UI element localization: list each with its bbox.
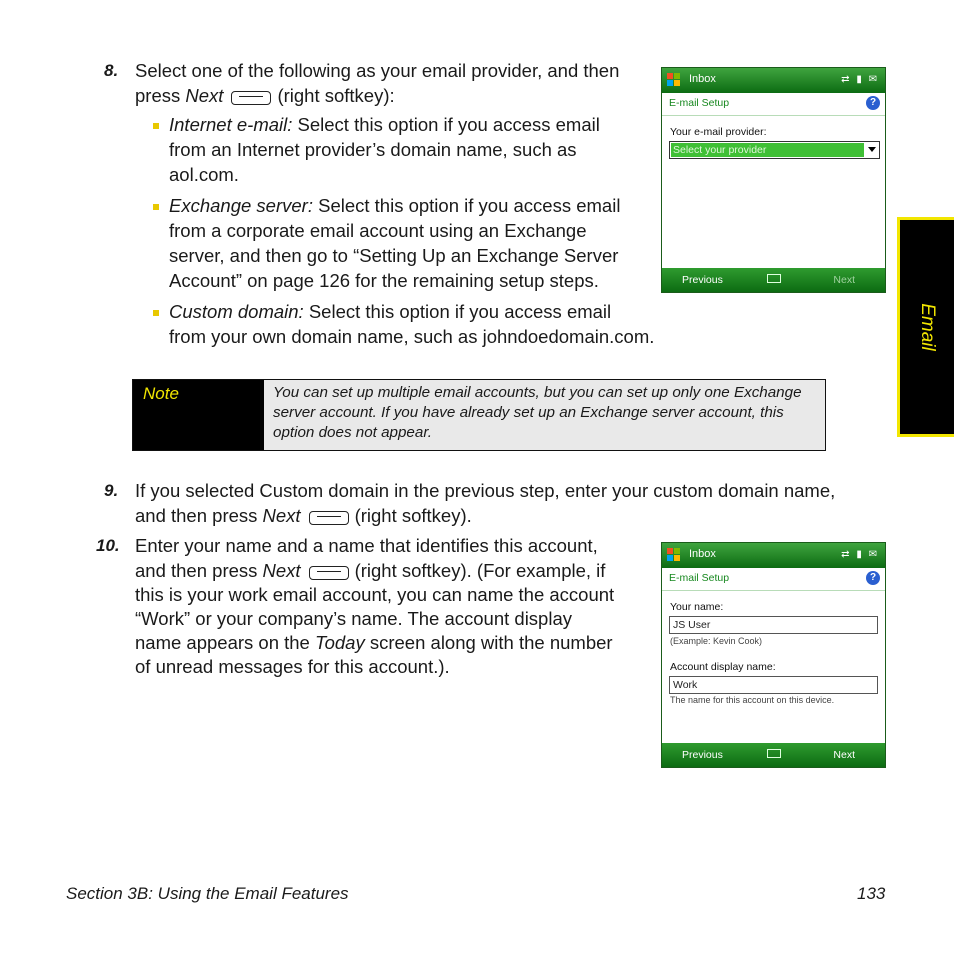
step-8-press: press bbox=[135, 85, 186, 106]
step-10-press: and then press bbox=[135, 560, 263, 581]
keyboard-icon[interactable] bbox=[767, 274, 781, 283]
your-name-input[interactable]: JS User bbox=[669, 616, 878, 634]
next-softkey[interactable]: Next bbox=[833, 749, 855, 761]
status-icons: ⇄ ▮ ✉ bbox=[841, 74, 879, 85]
note-box bbox=[132, 379, 826, 451]
phone-title-bar bbox=[662, 543, 885, 568]
step-8-softkey-note: (right softkey): bbox=[277, 85, 395, 106]
step-10-line5 bbox=[135, 631, 613, 656]
option-exchange-line2: from a corporate email account using an Exchange bbox=[169, 220, 587, 241]
option-custom-name: Custom domain: bbox=[169, 301, 304, 322]
option-exchange-desc: Select this option if you access email bbox=[312, 195, 621, 216]
screenshot-email-provider bbox=[661, 67, 886, 293]
windows-logo-icon bbox=[667, 548, 681, 562]
step-10-line4: “Work” or your company’s name. The account display bbox=[135, 608, 572, 629]
option-exchange-line1 bbox=[169, 194, 620, 219]
step-10-line3: this is your work email account, you can name the account bbox=[135, 584, 615, 605]
dropdown-arrow-icon bbox=[868, 147, 876, 152]
display-name-label: Account display name: bbox=[670, 661, 776, 673]
phone-title: Inbox bbox=[689, 548, 716, 560]
note-label-panel bbox=[133, 380, 264, 450]
next-softkey[interactable]: Next bbox=[833, 274, 855, 286]
display-name-input[interactable]: Work bbox=[669, 676, 878, 694]
option-custom-line1 bbox=[169, 300, 611, 325]
softkey-icon bbox=[309, 566, 349, 580]
step-8-next: Next bbox=[185, 85, 224, 106]
phone-title-bar bbox=[662, 68, 885, 93]
screenshot-account-name bbox=[661, 542, 886, 768]
phone-subtitle-bar bbox=[662, 568, 885, 591]
option-custom-line2: from your own domain name, such as johndoedomain.com. bbox=[169, 326, 655, 347]
option-internet-line1 bbox=[169, 113, 600, 138]
step-8-line2 bbox=[135, 84, 395, 109]
phone-softkey-bar bbox=[662, 268, 885, 292]
phone-title: Inbox bbox=[689, 73, 716, 85]
provider-dropdown-value: Select your provider bbox=[671, 143, 864, 157]
step-10-number: 10. bbox=[96, 536, 120, 555]
help-icon[interactable]: ? bbox=[866, 96, 880, 110]
section-side-tab bbox=[897, 217, 954, 437]
keyboard-icon[interactable] bbox=[767, 749, 781, 758]
phone-subtitle: E-mail Setup bbox=[669, 572, 730, 584]
option-internet-line2: from an Internet provider’s domain name, such as bbox=[169, 139, 577, 160]
step-9-next: Next bbox=[262, 505, 301, 526]
provider-dropdown[interactable] bbox=[669, 141, 880, 159]
phone-subtitle-bar bbox=[662, 93, 885, 116]
step-10-line5-pre: name appears on the bbox=[135, 632, 315, 653]
your-name-hint: (Example: Kevin Cook) bbox=[670, 636, 763, 646]
step-10-line6: of unread messages for this account.). bbox=[135, 656, 450, 677]
step-9-line1: If you selected Custom domain in the previous step, enter your custom domain name, bbox=[135, 480, 836, 501]
softkey-icon bbox=[309, 511, 349, 525]
step-10-line5-post: screen along with the number bbox=[364, 632, 613, 653]
step-10-line2 bbox=[135, 559, 605, 584]
status-icons: ⇄ ▮ ✉ bbox=[841, 549, 879, 560]
footer-page-number: 133 bbox=[857, 884, 886, 903]
footer-section-title: Section 3B: Using the Email Features bbox=[66, 884, 349, 903]
step-9-number: 9. bbox=[104, 481, 119, 500]
display-name-hint: The name for this account on this device. bbox=[670, 695, 835, 705]
previous-softkey[interactable]: Previous bbox=[682, 274, 723, 286]
step-9-softkey-note: (right softkey). bbox=[354, 505, 472, 526]
option-custom-desc: Select this option if you access email bbox=[303, 301, 612, 322]
option-internet-name: Internet e-mail: bbox=[169, 114, 293, 135]
phone-subtitle: E-mail Setup bbox=[669, 97, 730, 109]
note-body-panel bbox=[264, 380, 825, 450]
bullet-icon bbox=[153, 123, 159, 129]
windows-logo-icon bbox=[667, 73, 681, 87]
step-10-today: Today bbox=[315, 632, 365, 653]
help-icon[interactable]: ? bbox=[866, 571, 880, 585]
provider-label: Your e-mail provider: bbox=[670, 126, 767, 138]
step-10-softkey-note: (right softkey). (For example, if bbox=[354, 560, 606, 581]
step-10-next: Next bbox=[262, 560, 301, 581]
option-exchange-line4: Account” on page 126 for the remaining setup steps. bbox=[169, 270, 599, 291]
phone-softkey-bar bbox=[662, 743, 885, 767]
note-label: Note bbox=[143, 384, 179, 403]
option-exchange-name: Exchange server: bbox=[169, 195, 313, 216]
softkey-icon bbox=[231, 91, 271, 105]
step-8-number: 8. bbox=[104, 61, 119, 80]
step-10-line1: Enter your name and a name that identifies this account, bbox=[135, 535, 598, 556]
step-9-press: and then press bbox=[135, 505, 263, 526]
bullet-icon bbox=[153, 204, 159, 210]
side-tab-label: Email bbox=[917, 303, 938, 351]
step-9-line2 bbox=[135, 504, 472, 529]
option-internet-line3: aol.com. bbox=[169, 164, 239, 185]
previous-softkey[interactable]: Previous bbox=[682, 749, 723, 761]
bullet-icon bbox=[153, 310, 159, 316]
note-text: You can set up multiple email accounts, but you can set up only one Exchange server account. If you have already set up an Exchange server account, this option does not appear. bbox=[273, 384, 802, 441]
your-name-label: Your name: bbox=[670, 601, 724, 613]
step-8-line1: Select one of the following as your email provider, and then bbox=[135, 60, 620, 81]
option-exchange-line3: server, and then go to “Setting Up an Exchange Server bbox=[169, 245, 619, 266]
option-internet-desc: Select this option if you access email bbox=[292, 114, 600, 135]
